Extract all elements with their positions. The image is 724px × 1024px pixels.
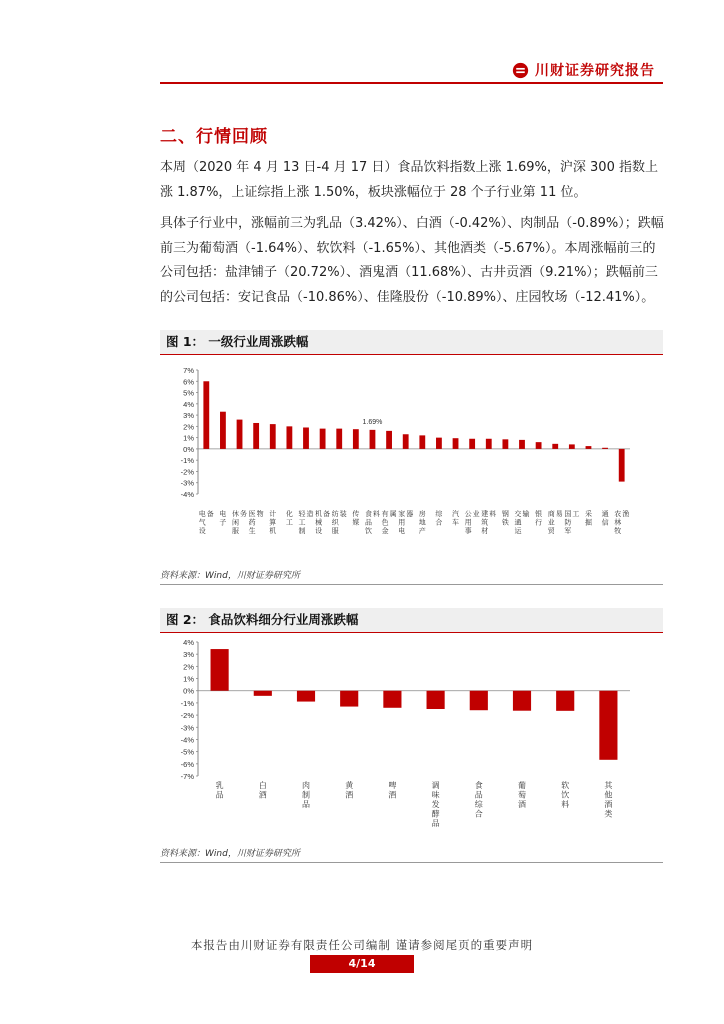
category-label: 其他酒类 xyxy=(604,781,613,819)
y-tick-label: -2% xyxy=(180,467,194,477)
bar-白酒 xyxy=(254,691,272,696)
category-label: 公用事业 xyxy=(464,510,480,535)
category-label: 机械设备 xyxy=(315,510,331,535)
y-tick-label: 4% xyxy=(183,638,194,647)
bar-电子 xyxy=(220,412,226,449)
category-label: 交通运输 xyxy=(514,510,530,535)
y-tick-label: 0% xyxy=(183,686,194,696)
footer-disclaimer: 本报告由川财证券有限责任公司编制 谨请参阅尾页的重要声明 xyxy=(190,938,534,952)
y-tick-label: 1% xyxy=(183,674,194,684)
figure-2-chart xyxy=(160,634,663,840)
bar-综合 xyxy=(436,438,442,449)
y-tick-label: -4% xyxy=(180,735,194,745)
y-tick-label: -2% xyxy=(180,711,194,721)
bar-黄酒 xyxy=(340,691,358,707)
category-label: 采掘 xyxy=(584,510,592,527)
category-label: 家用电器 xyxy=(398,510,414,535)
bar-银行 xyxy=(536,442,542,449)
category-label: 房地产 xyxy=(418,510,426,535)
category-label: 农林牧渔 xyxy=(614,510,630,535)
figure-1-title-text: 图 1： 一级行业周涨跌幅 xyxy=(166,334,309,349)
bar-通信 xyxy=(602,448,608,449)
category-label: 乳品 xyxy=(215,781,224,800)
y-tick-label: 3% xyxy=(183,650,194,660)
bar-计算机 xyxy=(270,424,276,449)
brand-name: 川财证券研究报告 xyxy=(535,63,655,79)
bar-肉制品 xyxy=(297,691,315,702)
category-label: 通信 xyxy=(601,510,609,527)
y-tick-label: -3% xyxy=(180,723,194,733)
figure-2-title-text: 图 2： 食品饮料细分行业周涨跌幅 xyxy=(166,612,359,627)
figure-1-title xyxy=(160,330,663,355)
category-label: 休闲服务 xyxy=(232,510,248,535)
category-label: 食品饮料 xyxy=(364,510,380,535)
category-label: 钢铁 xyxy=(501,510,509,527)
section-title: 二、行情回顾 xyxy=(160,127,268,147)
bar-家用电器 xyxy=(403,434,409,449)
figure-1-source: 资料来源：Wind，川财证券研究所 xyxy=(160,571,300,581)
bar-商业贸易 xyxy=(552,444,558,449)
chart-1-svg xyxy=(160,356,663,566)
y-tick-label: 1% xyxy=(183,433,194,443)
paragraph-1: 本周（2020 年 4 月 13 日-4 月 17 日）食品饮料指数上涨 1.69%，沪深 300 指数上涨 1.87%，上证综指上涨 1.50%，板块涨幅位于 28 个子行业第 11 位。 xyxy=(160,160,658,200)
figure-2-divider xyxy=(160,862,663,863)
figure-1-chart xyxy=(160,356,663,566)
category-label: 纺织服装 xyxy=(331,510,347,535)
bar-汽车 xyxy=(453,438,459,449)
category-label: 电气设备 xyxy=(198,510,214,535)
y-tick-label: -4% xyxy=(180,490,194,499)
bar-交通运输 xyxy=(519,440,525,449)
category-label: 计算机 xyxy=(269,510,277,535)
category-label: 传媒 xyxy=(352,510,360,527)
page-number: 4/14 xyxy=(310,955,414,973)
bar-轻工制造 xyxy=(303,427,309,448)
bar-传媒 xyxy=(353,429,359,449)
bar-农林牧渔 xyxy=(619,449,625,482)
category-label: 有色金属 xyxy=(381,510,397,535)
bar-纺织服装 xyxy=(336,429,342,449)
chart-2-svg xyxy=(160,634,663,840)
category-label: 调味发酵品 xyxy=(431,781,440,828)
y-tick-label: -3% xyxy=(180,478,194,488)
bar-医药生物 xyxy=(253,423,259,449)
category-label: 白酒 xyxy=(258,781,267,800)
y-tick-label: -5% xyxy=(180,747,194,757)
y-tick-label: 7% xyxy=(183,366,194,375)
y-tick-label: 5% xyxy=(183,388,194,398)
bar-啤酒 xyxy=(383,691,401,708)
y-tick-label: 2% xyxy=(183,422,194,432)
y-tick-label: -6% xyxy=(180,759,194,769)
category-label: 国防军工 xyxy=(564,510,580,535)
y-tick-label: 3% xyxy=(183,411,194,421)
bar-食品综合 xyxy=(470,691,488,710)
category-label: 建筑材料 xyxy=(481,510,497,535)
bar-食品饮料 xyxy=(370,430,376,449)
y-tick-label: 2% xyxy=(183,662,194,672)
bar-采掘 xyxy=(586,446,592,449)
bar-机械设备 xyxy=(320,429,326,449)
bar-休闲服务 xyxy=(237,420,243,449)
bar-有色金属 xyxy=(386,431,392,449)
category-label: 综合 xyxy=(435,510,443,527)
bar-钢铁 xyxy=(502,439,508,449)
category-label: 啤酒 xyxy=(388,781,397,800)
brand xyxy=(512,60,655,80)
y-tick-label: 0% xyxy=(183,444,194,454)
category-label: 银行 xyxy=(535,510,543,527)
bar-调味发酵品 xyxy=(427,691,445,709)
y-tick-label: -1% xyxy=(180,698,194,708)
bar-乳品 xyxy=(211,649,229,691)
paragraph-2: 具体子行业中，涨幅前三为乳品（3.42%）、白酒（-0.42%）、肉制品（-0.89%）；跌幅前三为葡萄酒（-1.64%）、软饮料（-1.65%）、其他酒类（-5.67%）。本周涨幅前三的公司包括：盐津铺子（20.72%）、酒鬼酒（11.68%）、古井贡酒（9.21%）；跌幅前三的公司包括：安记食品（-10.86%）、佳隆股份（-10.89%）、庄园牧场（-12.41%）。 xyxy=(160,216,664,305)
category-label: 轻工制造 xyxy=(298,510,314,535)
bar-公用事业 xyxy=(469,439,475,449)
category-label: 葡萄酒 xyxy=(518,781,526,809)
y-tick-label: 4% xyxy=(183,399,194,409)
data-annotation: 1.69% xyxy=(362,418,383,426)
y-tick-label: 6% xyxy=(183,377,194,387)
bar-其他酒类 xyxy=(599,691,617,760)
category-label: 医药生物 xyxy=(248,510,264,535)
bar-房地产 xyxy=(419,435,425,449)
bar-化工 xyxy=(286,426,292,449)
y-tick-label: -1% xyxy=(180,456,194,466)
brand-logo-icon xyxy=(512,62,529,79)
category-label: 汽车 xyxy=(452,510,460,527)
bar-建筑材料 xyxy=(486,439,492,449)
bar-电气设备 xyxy=(203,381,209,449)
category-label: 食品综合 xyxy=(474,781,483,819)
bar-软饮料 xyxy=(556,691,574,711)
bar-国防军工 xyxy=(569,444,575,449)
category-label: 黄酒 xyxy=(345,781,354,800)
header-rule xyxy=(160,82,663,84)
category-label: 电子 xyxy=(219,510,227,527)
bar-葡萄酒 xyxy=(513,691,531,711)
category-label: 商业贸易 xyxy=(547,510,563,535)
figure-2-source: 资料来源：Wind，川财证券研究所 xyxy=(160,849,300,859)
figure-2-title xyxy=(160,608,663,633)
category-label: 软饮料 xyxy=(561,781,570,809)
y-tick-label: -7% xyxy=(180,772,194,781)
category-label: 肉制品 xyxy=(302,781,310,809)
figure-1-divider xyxy=(160,584,663,585)
category-label: 化工 xyxy=(285,510,293,527)
